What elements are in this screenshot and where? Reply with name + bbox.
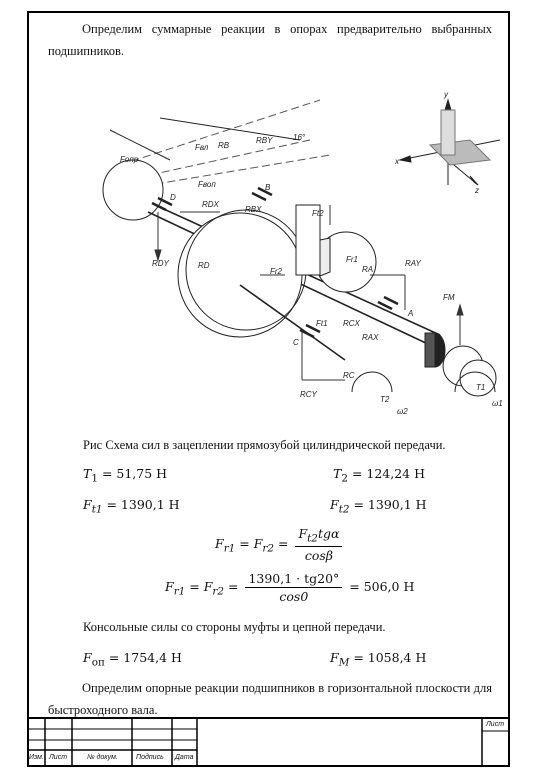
label-B: B bbox=[265, 183, 271, 192]
label-omega2: ω2 bbox=[397, 407, 408, 415]
label-F-t1: Ft1 bbox=[316, 319, 328, 328]
value-T1: $T_1 = 51,75$ Н bbox=[83, 466, 168, 485]
label-F-t2: Ft2 bbox=[312, 209, 324, 218]
label-R-DY: RDY bbox=[152, 259, 169, 268]
label-R-A: RA bbox=[362, 265, 374, 274]
label-R-AY: RAY bbox=[405, 259, 421, 268]
value-Ft1: $F_{t1} = 1390,1$ Н bbox=[83, 497, 180, 516]
figure-caption: Рис Схема сил в зацеплении прямозубой цилиндрической передачи. bbox=[83, 438, 446, 452]
console-forces-text: Консольные силы со стороны муфты и цепной передачи. bbox=[83, 620, 386, 634]
col-doc-number: № докум. bbox=[87, 754, 118, 761]
sheet-label: Лист bbox=[486, 721, 505, 728]
formula-radial-force-value: $F_{r1} = F_{r2}$ = $\frac{1390,1 \cdot tg20^\circ}{\cos 0}$ = 506,0 Н bbox=[165, 571, 415, 604]
force-diagram bbox=[90, 85, 510, 415]
formula-radial-force: $F_{r1} = F_{r2}$ = $\frac{F_{t2}tg\alpha}{\cos\beta}$ bbox=[215, 526, 345, 563]
label-A: A bbox=[408, 309, 414, 318]
col-izm: Изм. bbox=[29, 754, 44, 761]
col-date: Дата bbox=[175, 754, 194, 761]
col-list: Лист bbox=[49, 754, 68, 761]
axis-y-label: y bbox=[444, 90, 448, 99]
label-R-CX: RCX bbox=[343, 319, 360, 328]
value-F-op: $F_{оп} = 1754,4$ Н bbox=[83, 650, 182, 669]
label-D: D bbox=[170, 193, 176, 202]
intro-paragraph: Определим суммарные реакции в опорах предварительно выбранных подшипников. bbox=[48, 22, 492, 58]
label-R-BX: RBX bbox=[245, 205, 262, 214]
label-F-bop: Fвоп bbox=[198, 180, 216, 189]
label-T1: T1 bbox=[476, 383, 486, 392]
label-R-D: RD bbox=[198, 261, 210, 270]
label-F-r2: Fr2 bbox=[270, 267, 282, 276]
value-Ft2: $F_{t2} = 1390,1$ Н bbox=[330, 497, 427, 516]
formula-fraction: $\frac{F_{t2}tg\alpha}{\cos\beta}$ bbox=[295, 526, 342, 563]
value-T2: $T_2 = 124,24$ Н bbox=[333, 466, 426, 485]
col-signature: Подпись bbox=[136, 754, 164, 761]
value-F-M: $F_M = 1058,4$ Н bbox=[330, 650, 427, 669]
label-C: C bbox=[293, 338, 299, 347]
label-F-oper: Fопр bbox=[120, 155, 139, 164]
label-F-r1: Fr1 bbox=[346, 255, 358, 264]
label-F-M: FM bbox=[443, 293, 455, 302]
outro-paragraph: Определим опорные реакции подшипников в горизонтальной плоскости для быстроходного вала. bbox=[48, 681, 492, 717]
label-R-DX: RDX bbox=[202, 200, 219, 209]
label-R-CY: RCY bbox=[300, 390, 317, 399]
label-R-BY: RBY bbox=[256, 136, 273, 145]
angle-label: 16° bbox=[293, 133, 306, 142]
coordinate-axes bbox=[400, 100, 500, 185]
label-omega1: ω1 bbox=[492, 399, 503, 408]
label-F-bl: Fвл bbox=[195, 143, 209, 152]
axis-x-label: x bbox=[395, 157, 399, 166]
label-R-B: RB bbox=[218, 141, 230, 150]
label-T2: T2 bbox=[380, 395, 390, 404]
label-R-AX: RAX bbox=[362, 333, 379, 342]
label-R-C: RC bbox=[343, 371, 355, 380]
axis-z-label: z bbox=[475, 186, 479, 195]
